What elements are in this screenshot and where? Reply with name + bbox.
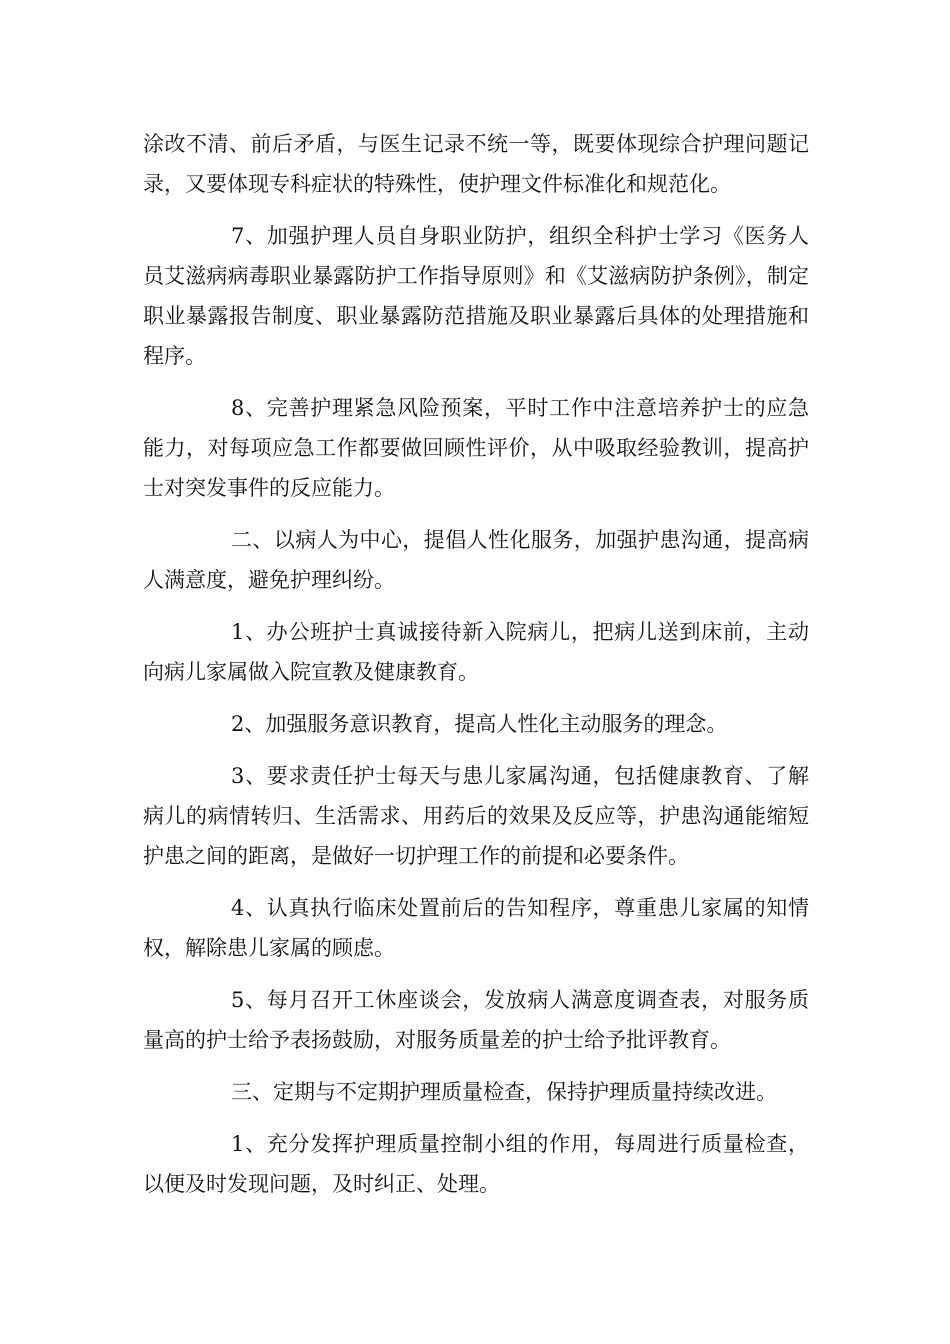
- paragraph-item-3: 3、要求责任护士每天与患儿家属沟通，包括健康教育、了解病儿的病情转归、生活需求、用药后的效果及反应等，护患沟通能缩短护患之间的距离，是做好一切护理工作的前提和必要条件。: [143, 764, 809, 868]
- paragraph-item-8: 8、完善护理紧急风险预案，平时工作中注意培养护士的应急能力，对每项应急工作都要做回顾性评价，从中吸取经验教训，提高护士对突发事件的反应能力。: [143, 396, 809, 500]
- paragraph-item-7: 7、加强护理人员自身职业防护，组织全科护士学习《医务人员艾滋病病毒职业暴露防护工作指导原则》和《艾滋病防护条例》，制定职业暴露报告制度、职业暴露防范措施及职业暴露后具体的处理措施和程序。: [143, 224, 809, 368]
- paragraph-item-1: 1、办公班护士真诚接待新入院病儿，把病儿送到床前，主动向病儿家属做入院宣教及健康教育。: [143, 620, 809, 684]
- document-body: [143, 124, 809, 1216]
- section-heading-3: 三、定期与不定期护理质量检查，保持护理质量持续改进。: [231, 1080, 777, 1104]
- paragraph-item-4: 4、认真执行临床处置前后的告知程序，尊重患儿家属的知情权，解除患儿家属的顾虑。: [143, 896, 809, 960]
- paragraph-item-5: 5、每月召开工休座谈会，发放病人满意度调查表，对服务质量高的护士给予表扬鼓励，对服务质量差的护士给予批评教育。: [143, 988, 809, 1052]
- paragraph-item-2: 2、加强服务意识教育，提高人性化主动服务的理念。: [231, 712, 728, 736]
- paragraph-continuation: 涂改不清、前后矛盾，与医生记录不统一等，既要体现综合护理问题记录，又要体现专科症状的特殊性，使护理文件标准化和规范化。: [143, 132, 809, 196]
- paragraph-item-1-section-3: 1、充分发挥护理质量控制小组的作用，每周进行质量检查，以便及时发现问题，及时纠正、处理。: [143, 1132, 809, 1196]
- section-heading-2: 二、以病人为中心，提倡人性化服务，加强护患沟通，提高病人满意度，避免护理纠纷。: [143, 528, 809, 592]
